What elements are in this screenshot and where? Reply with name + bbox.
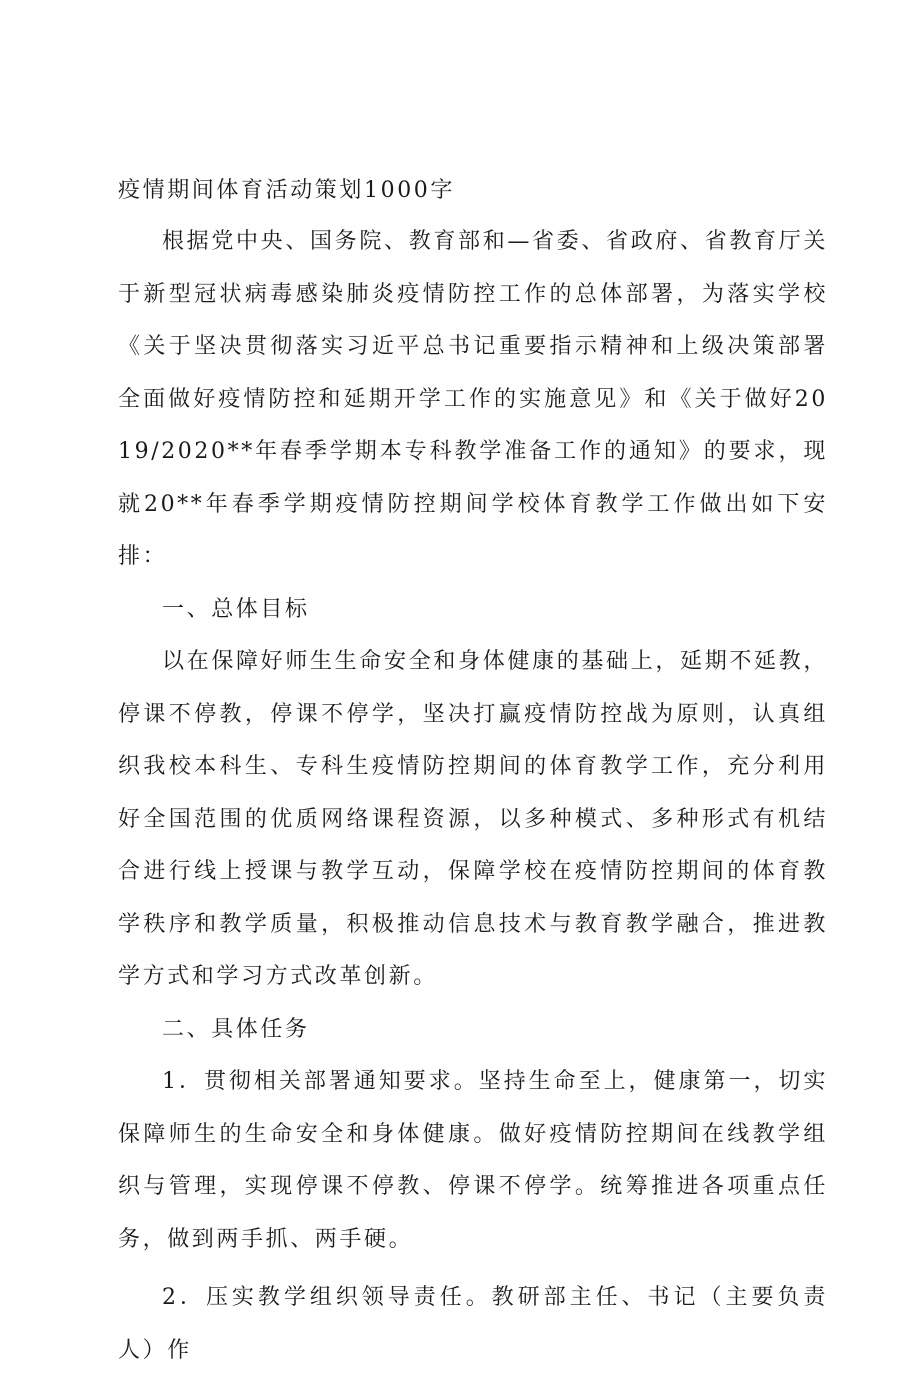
task-item-1: 1．贯彻相关部署通知要求。坚持生命至上，健康第一，切实保障师生的生命安全和身体健康。做好疫情防控期间在线教学组织与管理，实现停课不停教、停课不停学。统筹推进各项重点任务，做到两手抓、两手硬。 — [118, 1069, 828, 1252]
document-title: 疫情期间体育活动策划1000字 — [118, 178, 455, 203]
intro-paragraph: 根据党中央、国务院、教育部和—省委、省政府、省教育厅关于新型冠状病毒感染肺炎疫情防控工作的总体部署，为落实学校《关于坚决贯彻落实习近平总书记重要指示精神和上级决策部署全面做好疫情防控和延期开学工作的实施意见》和《关于做好2019/2020**年春季学期本专科教学准备工作的通知》的要求，现就20**年春季学期疫情防控期间学校体育教学工作做出如下安排： — [118, 229, 828, 569]
section-heading-overall-goal: 一、总体目标 — [162, 596, 310, 622]
document-body — [118, 166, 828, 1377]
overall-goal-paragraph: 以在保障好师生生命安全和身体健康的基础上，延期不延教，停课不停教，停课不停学，坚决打赢疫情防控战为原则，认真组织我校本科生、专科生疫情防控期间的体育教学工作，充分利用好全国范围的优质网络课程资源，以多种模式、多种形式有机结合进行线上授课与教学互动，保障学校在疫情防控期间的体育教学秩序和教学质量，积极推动信息技术与教育教学融合，推进教学方式和学习方式改革创新。 — [118, 649, 828, 989]
section-heading-specific-tasks: 二、具体任务 — [162, 1016, 310, 1042]
task-item-2: 2．压实教学组织领导责任。教研部主任、书记（主要负责人）作 — [118, 1285, 828, 1363]
